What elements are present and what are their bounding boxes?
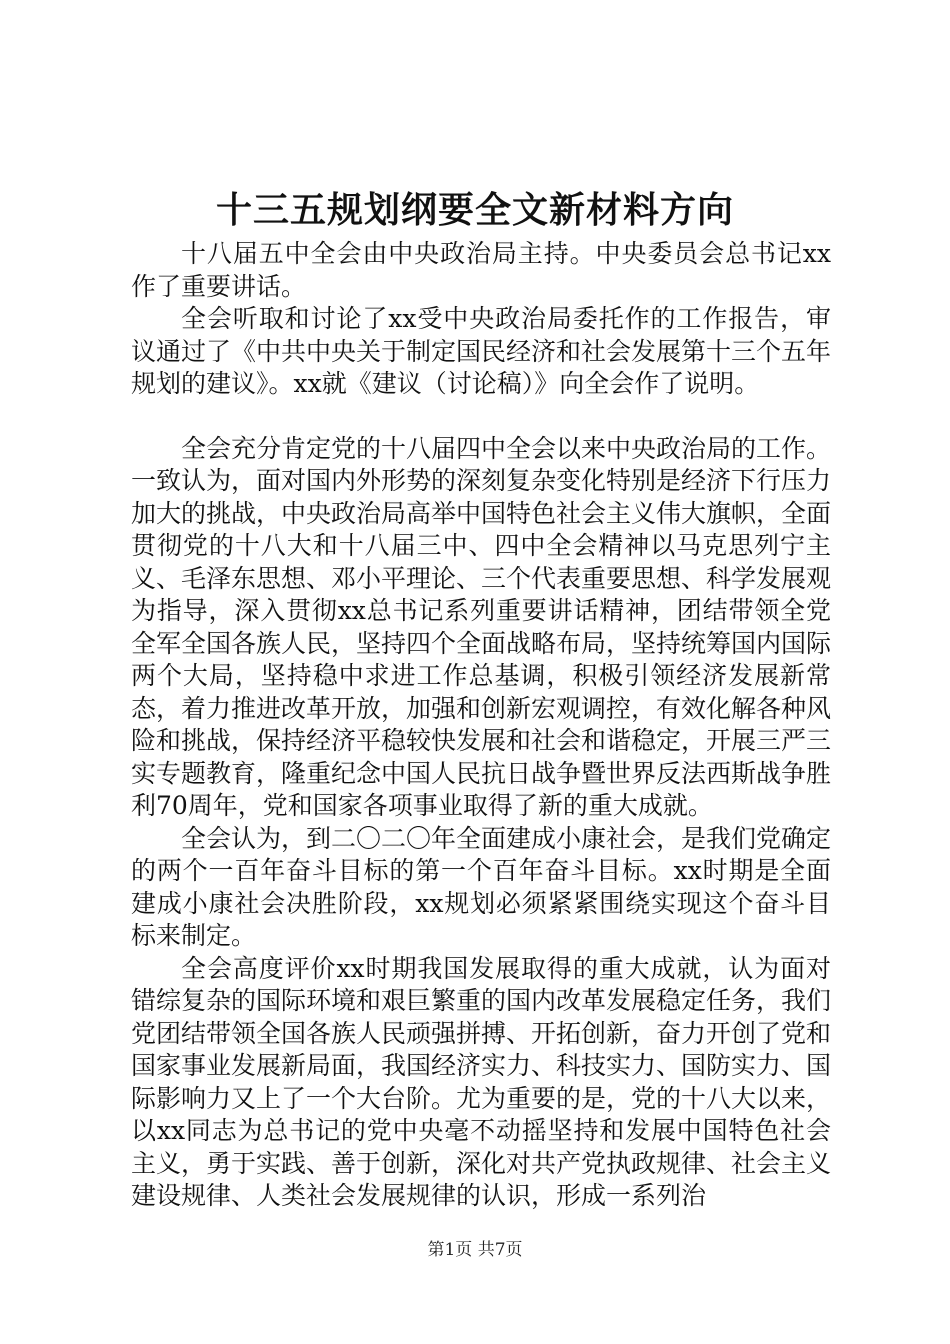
paragraph-5: 全会高度评价xx时期我国发展取得的重大成就，认为面对错综复杂的国际环境和艰巨繁重的国内改革发展稳定任务，我们党团结带领全国各族人民顽强拼搏、开拓创新，奋力开创了党和国家事业发展新局面，我国经济实力、科技实力、国防实力、国际影响力又上了一个大台阶。尤为重要的是，党的十八大以来，以xx同志为总书记的党中央毫不动摇坚持和发展中国特色社会主义，勇于实践、善于创新，深化对共产党执政规律、社会主义建设规律、人类社会发展规律的认识，形成一系列治	[131, 953, 832, 1210]
paragraph-2: 全会听取和讨论了xx受中央政治局委托作的工作报告，审议通过了《中共中央关于制定国民经济和社会发展第十三个五年规划的建议》。xx就《建议（讨论稿）》向全会作了说明。	[131, 304, 832, 398]
paragraph-1: 十八届五中全会由中央政治局主持。中央委员会总书记xx作了重要讲话。	[131, 239, 831, 301]
paragraph-3: 全会充分肯定党的十八届四中全会以来中央政治局的工作。一致认为，面对国内外形势的深刻复杂变化特别是经济下行压力加大的挑战，中央政治局高举中国特色社会主义伟大旗帜，全面贯彻党的十八大和十八届三中、四中全会精神以马克思列宁主义、毛泽东思想、邓小平理论、三个代表重要思想、科学发展观为指导，深入贯彻xx总书记系列重要讲话精神，团结带领全党全军全国各族人民，坚持四个全面战略布局，坚持统筹国内国际两个大局，坚持稳中求进工作总基调，积极引领经济发展新常态，着力推进改革开放，加强和创新宏观调控，有效化解各种风险和挑战，保持经济平稳较快发展和社会和谐稳定，开展三严三实专题教育，隆重纪念中国人民抗日战争暨世界反法西斯战争胜利70周年，党和国家各项事业取得了新的重大成就。	[131, 433, 832, 820]
document-title: 十三五规划纲要全文新材料方向	[215, 189, 734, 231]
document-body	[131, 238, 831, 1213]
paragraph-4: 全会认为，到二〇二〇年全面建成小康社会，是我们党确定的两个一百年奋斗目标的第一个百年奋斗目标。xx时期是全面建成小康社会决胜阶段，xx规划必须紧紧围绕实现这个奋斗目标来制定。	[131, 823, 832, 950]
page-footer: 第1页 共7页	[427, 1240, 523, 1260]
